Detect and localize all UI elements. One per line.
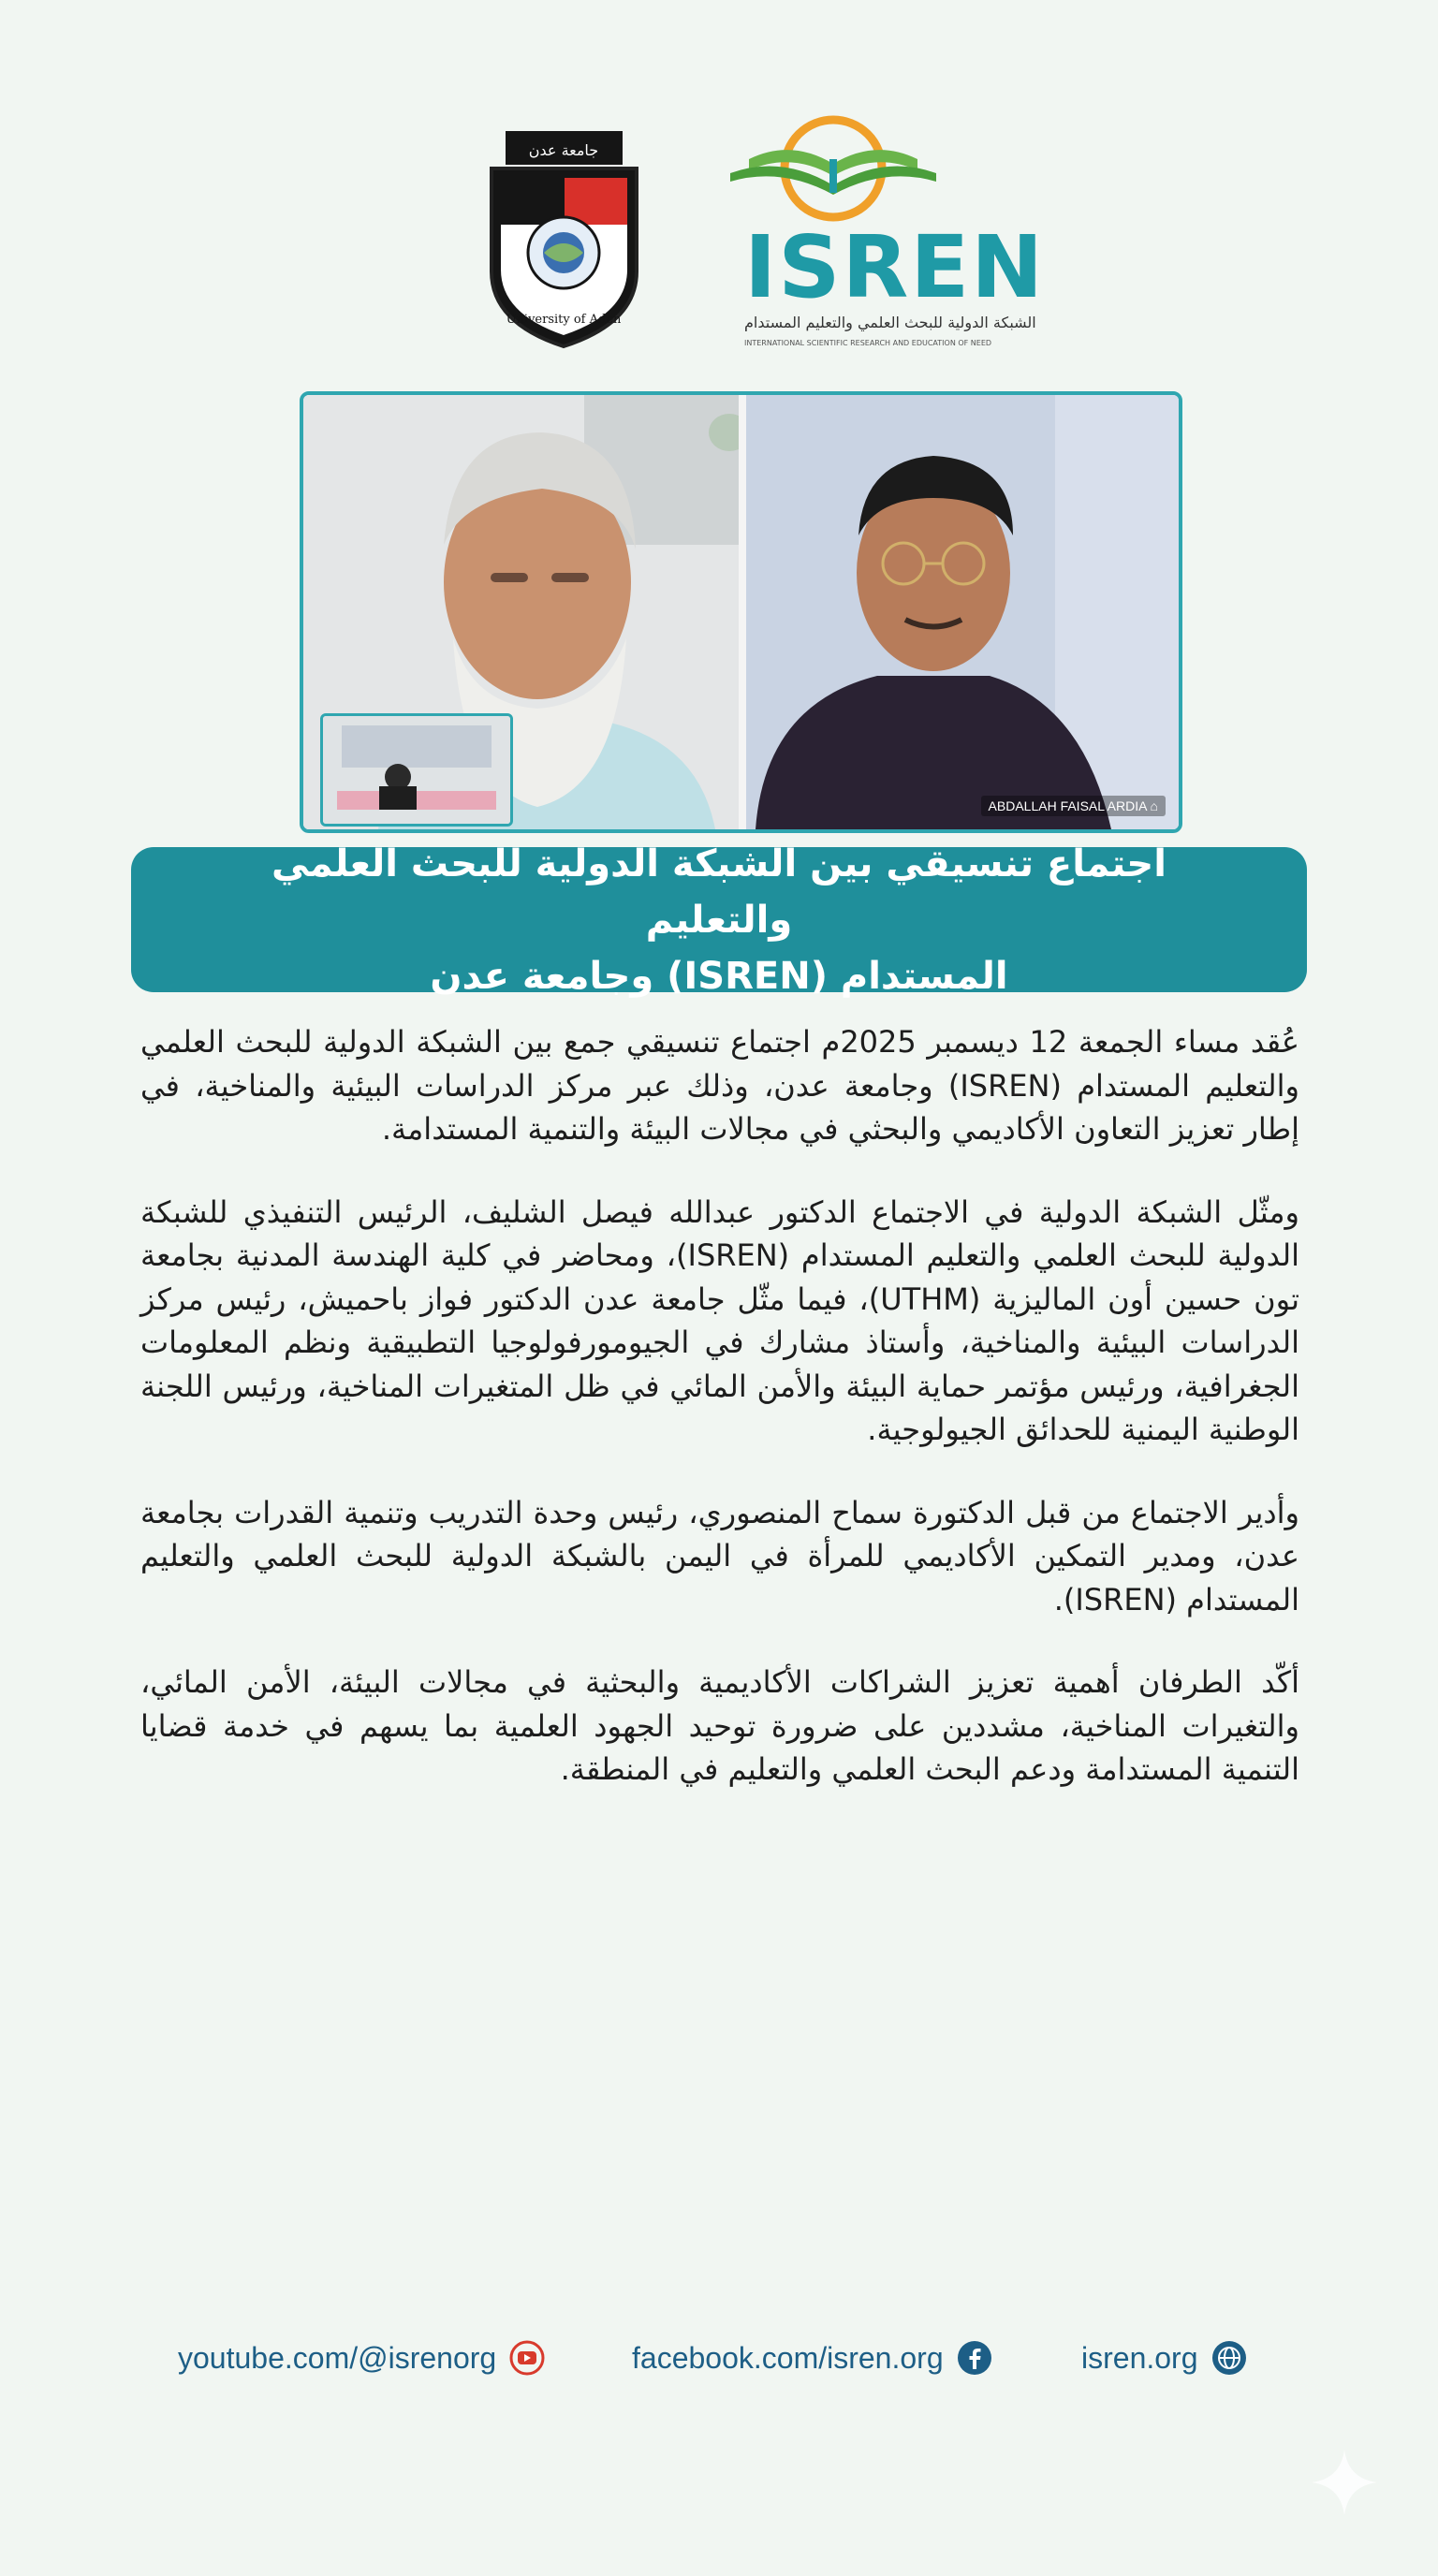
participant-left-video: [303, 395, 739, 829]
isren-wordmark: ISREN: [744, 217, 1046, 317]
youtube-icon: [509, 2340, 545, 2376]
facebook-icon: [957, 2340, 992, 2376]
participant-right-image: [746, 395, 1179, 829]
isren-logo: [665, 103, 1046, 356]
facebook-link[interactable]: [632, 2340, 992, 2376]
svg-text:جامعة عدن: جامعة عدن: [528, 141, 599, 159]
globe-icon: [1211, 2340, 1247, 2376]
website-link-text[interactable]: isren.org: [1081, 2340, 1198, 2375]
svg-text:University of Aden: University of Aden: [506, 313, 622, 327]
book-circle-icon: [665, 103, 1020, 225]
website-link[interactable]: [1081, 2340, 1247, 2376]
article-body: [140, 1020, 1299, 1831]
title-line-1: اجتماع تنسيقي بين الشبكة الدولية للبحث العلمي والتعليم: [271, 842, 1167, 942]
meeting-photo: [300, 391, 1182, 833]
header-logos: [0, 103, 1438, 365]
facebook-link-text[interactable]: facebook.com/isren.org: [632, 2340, 944, 2375]
sparkle-watermark-icon: [1307, 2445, 1382, 2520]
isren-english-tagline: INTERNATIONAL SCIENTIFIC RESEARCH AND EDUCATION OF NEED: [744, 339, 992, 347]
title-line-2: المستدام (ISREN) وجامعة عدن: [430, 954, 1008, 998]
youtube-link[interactable]: [178, 2340, 545, 2376]
paragraph-1: عُقد مساء الجمعة 12 ديسمبر 2025م اجتماع تنسيقي جمع بين الشبكة الدولية للبحث العلمي والتعليم المستدام (ISREN) وجامعة عدن، وذلك عبر مركز الدراسات البيئية والمناخية، في إطار تعزيز التعاون الأكاديمي والبحثي في مجالات البيئة والتنمية المستدامة.: [140, 1024, 1300, 1147]
picture-in-picture-thumbnail: [320, 713, 513, 827]
title-banner: [131, 842, 1307, 998]
participant-right-video: [746, 395, 1179, 829]
video-divider: [739, 395, 746, 829]
isren-arabic-tagline: الشبكة الدولية للبحث العلمي والتعليم المستدام: [744, 314, 1036, 331]
paragraph-3: وأدير الاجتماع من قبل الدكتورة سماح المنصوري، رئيس وحدة التدريب وتنمية القدرات بجامعة عدن، ومدير التمكين الأكاديمي للمرأة في اليمن بالشبكة الدولية للبحث العلمي والتعليم المستدام (ISREN).: [140, 1494, 1299, 1617]
footer-links: [0, 2340, 1438, 2396]
participant-name-caption: ABDALLAH FAISAL ARDIA ⌂: [981, 796, 1166, 816]
paragraph-2: ومثّل الشبكة الدولية في الاجتماع الدكتور عبدالله فيصل الشليف، الرئيس التنفيذي للشبكة الدولية للبحث العلمي والتعليم المستدام (ISREN)، ومحاضر في كلية الهندسة المدنية بجامعة تون حسين أون الماليزية (UTHM)، فيما مثّل جامعة عدن الدكتور فواز باحميش، رئيس مركز الدراسات البيئية والمناخية، وأستاذ مشارك في الجيومورفولوجيا التطبيقية ونظم المعلومات الجغرافية، ورئيس مؤتمر حماية البيئة والأمن المائي في ظل المتغيرات المناخية، ورئيس اللجنة الوطنية اليمنية للحدائق الجيولوجية.: [140, 1193, 1300, 1447]
university-of-aden-logo: [482, 131, 646, 351]
youtube-link-text[interactable]: youtube.com/@isrenorg: [178, 2340, 497, 2375]
paragraph-4: أكّد الطرفان أهمية تعزيز الشراكات الأكاديمية والبحثية في مجالات البيئة، الأمن المائي، والتغيرات المناخية، مشددين على ضرورة توحيد الجهود العلمية بما يسهم في خدمة قضايا التنمية المستدامة ودعم البحث العلمي والتعليم في المنطقة.: [140, 1664, 1299, 1787]
article-title: [195, 836, 1243, 1004]
